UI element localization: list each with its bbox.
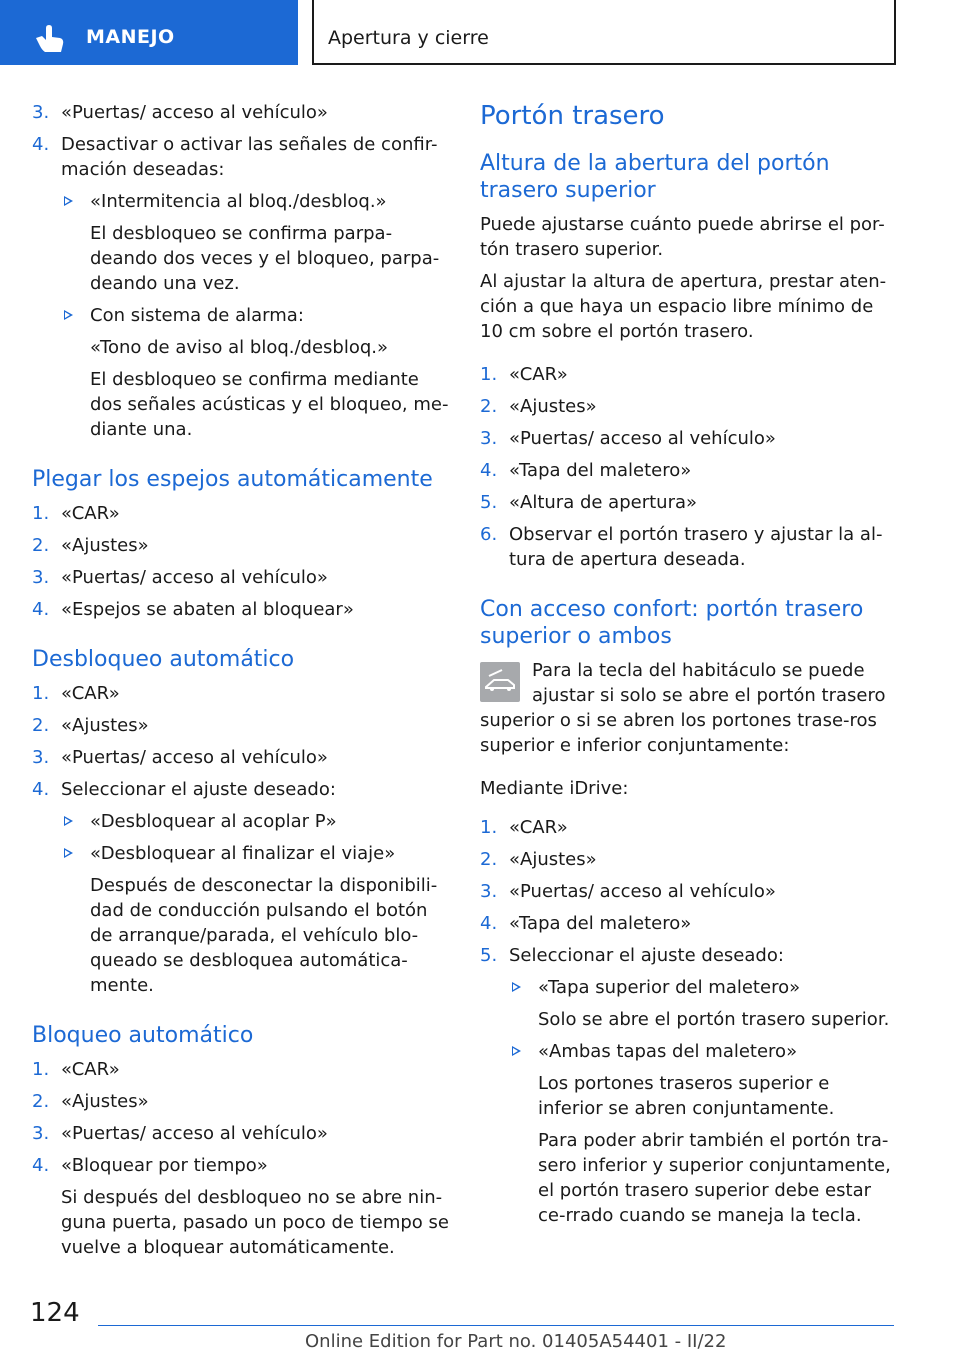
list-item [480, 815, 898, 840]
step-number: 2. [480, 396, 498, 417]
sub-item [509, 975, 898, 1032]
sub-item [61, 841, 452, 998]
step-number: 1. [480, 817, 498, 838]
header-section-bar [0, 0, 298, 65]
list-item [480, 911, 898, 936]
list-item [32, 681, 452, 706]
section-title: MANEJO [86, 26, 175, 48]
intro-steps [32, 100, 452, 442]
step-number: 6. [480, 524, 498, 545]
step-number: 1. [32, 503, 50, 524]
sub-paragraph: Para poder abrir también el portón tra-sero inferior y superior conjuntamente, el portón trasero superior debe estar ce-rrado cuando se maneja la tecla. [538, 1130, 891, 1226]
list-item [480, 394, 898, 419]
step-number: 4. [32, 599, 50, 620]
step-text: «Espejos se abaten al bloquear» [61, 599, 354, 620]
step-text: «Puertas/ acceso al vehículo» [61, 747, 328, 768]
step-text: «Ajustes» [61, 1091, 149, 1112]
edition-text: Online Edition for Part no. 01405A54401 - II/22 [305, 1331, 727, 1352]
step-number: 4. [32, 1155, 50, 1176]
heading-tailgate: Portón trasero [480, 101, 665, 131]
step-text: «Ajustes» [61, 715, 149, 736]
step-number: 2. [32, 1091, 50, 1112]
list-item [32, 713, 452, 738]
list-item [480, 426, 898, 451]
lock-steps [32, 1057, 452, 1260]
comfort-steps [480, 815, 898, 1228]
step-text: «Puertas/ acceso al vehículo» [61, 1123, 328, 1144]
step-text: Desactivar o activar las señales de confir-mación deseadas: [61, 134, 438, 180]
triangle-bullet-icon [512, 1046, 521, 1056]
list-item [32, 1089, 452, 1114]
sub-paragraph: Los portones traseros superior e inferior se abren conjuntamente. [538, 1073, 835, 1119]
sub-text: «Desbloquear al acoplar P» [90, 811, 337, 832]
step-text: «Puertas/ acceso al vehículo» [509, 881, 776, 902]
step-number: 3. [32, 567, 50, 588]
step-number: 1. [32, 1059, 50, 1080]
step-number: 2. [32, 535, 50, 556]
sub-text: «Intermitencia al bloq./desbloq.» [90, 191, 387, 212]
step-text: «Ajustes» [509, 849, 597, 870]
sub-list [61, 809, 452, 998]
list-item [32, 1057, 452, 1082]
step-text: «Altura de apertura» [509, 492, 698, 513]
paragraph: Mediante iDrive: [480, 778, 629, 799]
sub-paragraph: Solo se abre el portón trasero superior. [538, 1009, 890, 1030]
list-item [480, 847, 898, 872]
step-paragraph: Si después del desbloqueo no se abre nin-guna puerta, pasado un poco de tiempo se vuelve a bloquear automáticamente. [61, 1187, 449, 1258]
sub-item [61, 809, 452, 834]
step-text: «CAR» [61, 1059, 120, 1080]
triangle-bullet-icon [512, 982, 521, 992]
step-number: 3. [480, 881, 498, 902]
list-item [32, 501, 452, 526]
height-steps [480, 362, 898, 572]
heading-mirrors: Plegar los espejos automáticamente [32, 467, 433, 492]
header-chapter-box [312, 0, 896, 65]
heading-auto-lock: Bloqueo automático [32, 1023, 254, 1048]
step-number: 4. [32, 779, 50, 800]
step-number: 2. [480, 849, 498, 870]
list-item [32, 597, 452, 622]
step-number: 4. [480, 460, 498, 481]
sub-item [509, 1039, 898, 1228]
list-item [480, 490, 898, 515]
sub-paragraph: El desbloqueo se confirma mediante dos señales acústicas y el bloqueo, me-diante una. [90, 369, 449, 440]
sub-list [61, 189, 452, 442]
step-text: «Puertas/ acceso al vehículo» [61, 567, 328, 588]
step-text: «CAR» [61, 683, 120, 704]
list-item [480, 362, 898, 387]
list-item [32, 745, 452, 770]
triangle-bullet-icon [64, 310, 73, 320]
triangle-bullet-icon [64, 816, 73, 826]
step-text: «CAR» [509, 364, 568, 385]
step-text: Observar el portón trasero y ajustar la al-tura de apertura deseada. [509, 524, 883, 570]
step-text: «Bloquear por tiempo» [61, 1155, 268, 1176]
sub-list [509, 975, 898, 1228]
list-item [480, 879, 898, 904]
list-item [32, 132, 452, 442]
unlock-steps [32, 681, 452, 998]
sub-text: Con sistema de alarma: [90, 305, 304, 326]
list-item [32, 1121, 452, 1146]
list-item [480, 458, 898, 483]
triangle-bullet-icon [64, 196, 73, 206]
list-item [32, 777, 452, 998]
note-block [480, 658, 898, 758]
step-text: «Ajustes» [509, 396, 597, 417]
step-number: 1. [480, 364, 498, 385]
step-text: «Tapa del maletero» [509, 913, 692, 934]
tailgate-button-icon [480, 662, 520, 702]
step-number: 5. [480, 492, 498, 513]
footer-divider [98, 1325, 894, 1326]
list-item [32, 1153, 452, 1260]
step-number: 3. [32, 102, 50, 123]
step-text: «Puertas/ acceso al vehículo» [509, 428, 776, 449]
heading-auto-unlock: Desbloqueo automático [32, 647, 295, 672]
paragraph: Al ajustar la altura de apertura, prestar aten-ción a que haya un espacio libre mínimo de 10 cm sobre el portón trasero. [480, 271, 887, 342]
list-item [480, 522, 898, 572]
heading-comfort-access: Con acceso confort: portón trasero superior o ambos [480, 597, 864, 649]
sub-text: «Ambas tapas del maletero» [538, 1041, 798, 1062]
sub-paragraph: Después de desconectar la disponibili-dad de conducción pulsando el botón de arranque/parada, el vehículo blo-queado se desbloquea automática-mente. [90, 875, 438, 996]
step-number: 2. [32, 715, 50, 736]
sub-text: «Tapa superior del maletero» [538, 977, 801, 998]
step-number: 3. [32, 1123, 50, 1144]
page-number: 124 [30, 1298, 80, 1328]
step-number: 1. [32, 683, 50, 704]
step-number: 4. [480, 913, 498, 934]
note-text: Para la tecla del habitáculo se puede ajustar si solo se abre el portón trasero superior o si se abren los portones trase-ros superior e inferior conjuntamente: [480, 660, 886, 756]
step-text: «Ajustes» [61, 535, 149, 556]
list-item [32, 100, 452, 125]
step-number: 3. [480, 428, 498, 449]
step-number: 4. [32, 134, 50, 155]
paragraph: Puede ajustarse cuánto puede abrirse el por-tón trasero superior. [480, 214, 885, 260]
steering-hand-icon [32, 24, 68, 54]
step-text: «Tapa del maletero» [509, 460, 692, 481]
step-number: 3. [32, 747, 50, 768]
sub-item [61, 189, 452, 296]
left-column [32, 100, 452, 1267]
right-column [480, 100, 898, 1235]
chapter-title: Apertura y cierre [328, 27, 489, 49]
list-item [32, 565, 452, 590]
step-text: «CAR» [61, 503, 120, 524]
mirrors-steps [32, 501, 452, 622]
step-text: Seleccionar el ajuste deseado: [61, 779, 336, 800]
list-item [32, 533, 452, 558]
sub-text: «Desbloquear al finalizar el viaje» [90, 843, 396, 864]
triangle-bullet-icon [64, 848, 73, 858]
step-text: «Puertas/ acceso al vehículo» [61, 102, 328, 123]
sub-paragraph: «Tono de aviso al bloq./desbloq.» [90, 337, 389, 358]
step-text: Seleccionar el ajuste deseado: [509, 945, 784, 966]
step-number: 5. [480, 945, 498, 966]
step-text: «CAR» [509, 817, 568, 838]
sub-paragraph: El desbloqueo se confirma parpa-deando dos veces y el bloqueo, parpa-deando una vez. [90, 223, 440, 294]
heading-opening-height: Altura de la abertura del portón trasero superior [480, 151, 830, 203]
list-item [480, 943, 898, 1228]
sub-item [61, 303, 452, 442]
